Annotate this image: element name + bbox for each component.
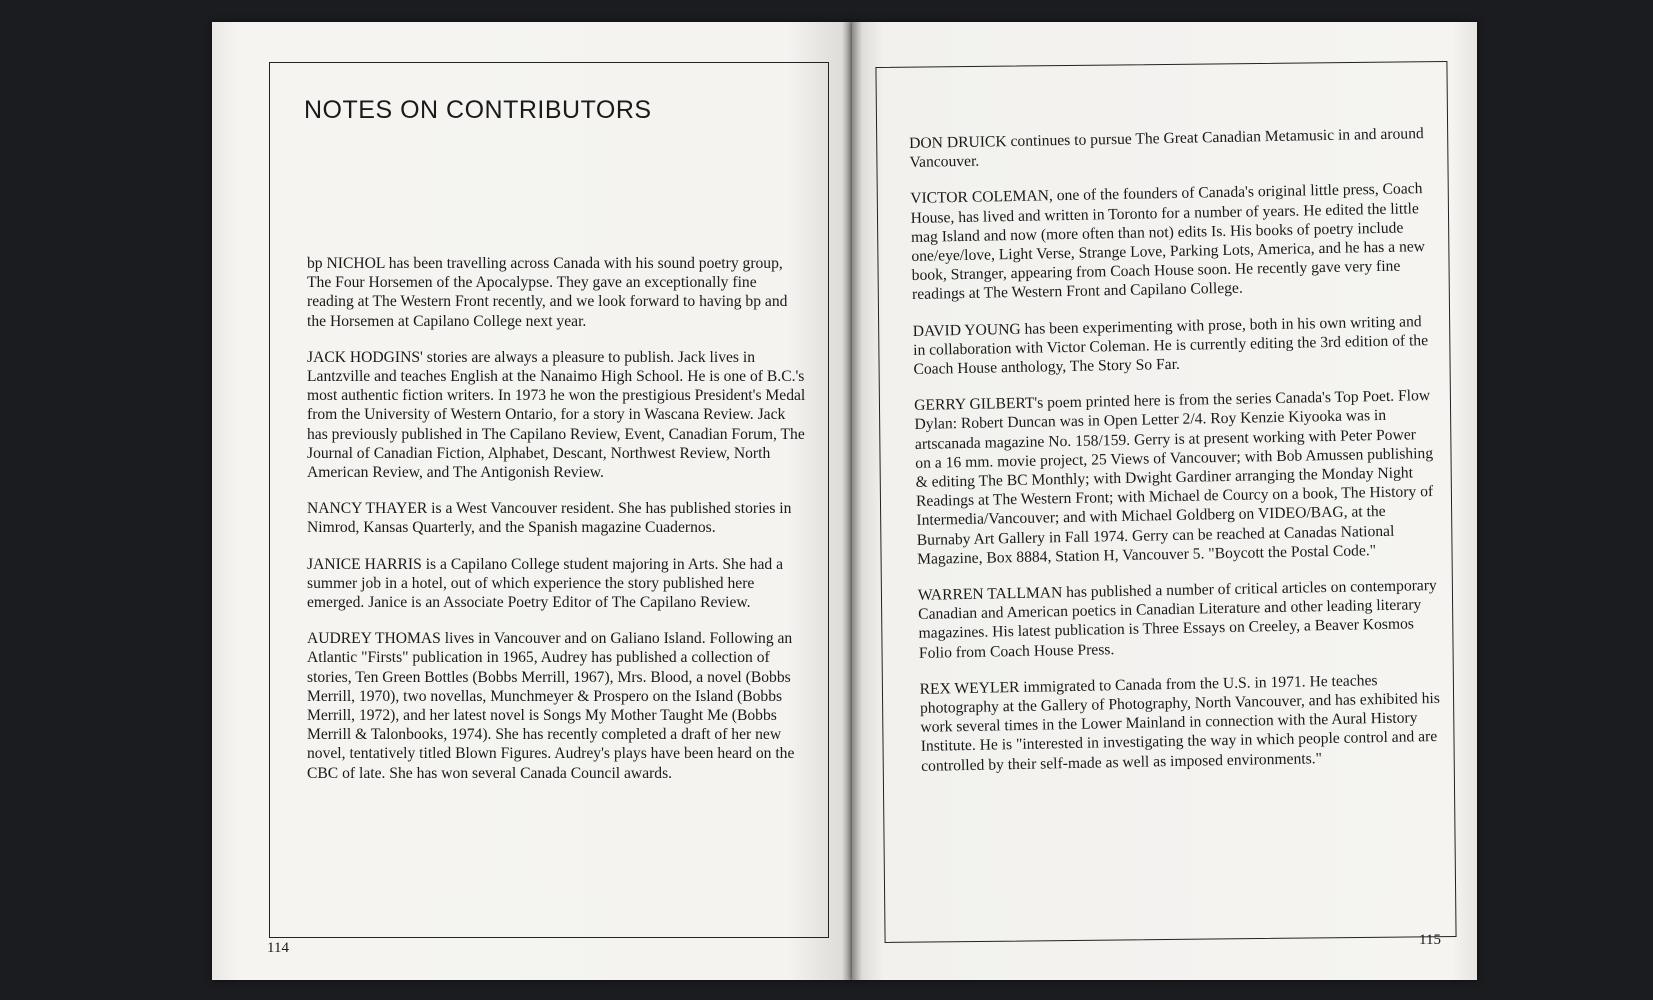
- contributor-note: bp NICHOL has been travelling across Canada with his sound poetry group, The Four Horsemen of the Apocalypse. They gave an exceptionally fine reading at The Western Front recently, and we look forward to having bp and the Horsemen at Capilano College next year.: [307, 255, 788, 330]
- contributor-note: JACK HODGINS' stories are always a pleasure to publish. Jack lives in Lantzville and teaches English at the Nanaimo High School. He is one of B.C.'s most authentic fiction writers. In 1973 he won the prestigious President's Medal from the University of Western Ontario, for a story in Wascana Review. Jack has previously published in The Capilano Review, Event, Canadian Forum, The Journal of Canadian Fiction, Alphabet, Descant, Northwest Review, North American Review, and The Antigonish Review.: [307, 348, 806, 482]
- right-column: [909, 124, 1442, 793]
- contributor-note: DAVID YOUNG has been experimenting with prose, both in his own writing and in collaboration with Victor Coleman. He is currently editing the 3rd edition of the Coach House anthology, The Story So Far.: [912, 312, 1429, 378]
- page-number-left: 114: [267, 940, 289, 956]
- contributor-note: VICTOR COLEMAN, one of the founders of Canada's original little press, Coach House, has lived and written in Toronto for a number of years. He edited the little mag Island and now (more often than not) edits Is. His books of poetry include one/eye/love, Light Verse, Strange Love, Parking Lots, America, and he has a new book, Stranger, appearing from Coach House soon. He recently gave very fine readings at The Western Front and Capilano College.: [910, 180, 1426, 304]
- contributor-note: GERRY GILBERT's poem printed here is from the series Canada's Top Poet. Flow Dylan: Robert Duncan was in Open Letter 2/4. Roy Kenzie Kiyooka was in artscanada magazine No. 158/159. Gerry is at present working with Peter Power on a 16 mm. movie project, 25 Views of Vancouver; with Bob Amussen publishing & editing The BC Monthly; with Dwight Gardiner arranging the Monday Night Readings at The Western Front; with Michael de Courcy on a book, The History of Intermedia/Vancouver; and with Michael Goldberg on VIDEO/BAG, at the Burnaby Art Gallery in Fall 1974. Gerry can be reached at Canadas National Magazine, Box 8884, Station H, Vancouver 5. "Boycott the Postal Code.": [914, 387, 1434, 568]
- contributor-note: WARREN TALLMAN has published a number of critical articles on contemporary Canadian and American poetics in Canadian Literature and other leading literary magazines. His latest publication is Three Essays on Creeley, a Beaver Kosmos Folio from Coach House Press.: [917, 577, 1437, 662]
- right-page: [852, 22, 1477, 980]
- left-page: [212, 22, 852, 980]
- contributor-note: AUDREY THOMAS lives in Vancouver and on Galiano Island. Following an Atlantic "Firsts" publication in 1965, Audrey has published a collection of stories, Ten Green Bottles (Bobbs Merrill, 1967), Mrs. Blood, a novel (Bobbs Merrill, 1970), two novellas, Munchmeyer & Prospero on the Island (Bobbs Merrill, 1972), and her latest novel is Songs My Mother Taught Me (Bobbs Merrill & Talonbooks, 1974). She has recently completed a draft of her new novel, tentatively titled Blown Figures. Audrey's plays have been heard on the CBC of late. She has won several Canada Council awards.: [307, 630, 795, 782]
- book-spread: [212, 22, 1477, 980]
- contributor-note: DON DRUICK continues to pursue The Great Canadian Metamusic in and around Vancouver.: [909, 125, 1424, 172]
- book-gutter: [842, 22, 862, 980]
- contributor-note: JANICE HARRIS is a Capilano College student majoring in Arts. She had a summer job in a hotel, out of which experience the story published here emerged. Janice is an Associate Poetry Editor of The Capilano Review.: [307, 555, 783, 612]
- contributor-note: REX WEYLER immigrated to Canada from the U.S. in 1971. He teaches photography at the Gallery of Photography, North Vancouver, and has exhibited his work several times in the Lower Mainland in connection with the Aural History Institute. He is "interested in investigating the way in which people control and are controlled by their self-made as well as imposed environments.": [919, 671, 1441, 775]
- contributor-note: NANCY THAYER is a West Vancouver resident. She has published stories in Nimrod, Kansas Quarterly, and the Spanish magazine Cuadernos.: [307, 500, 792, 537]
- left-column: [307, 254, 807, 800]
- page-title: NOTES ON CONTRIBUTORS: [304, 96, 652, 124]
- page-number-right: 115: [1419, 932, 1441, 948]
